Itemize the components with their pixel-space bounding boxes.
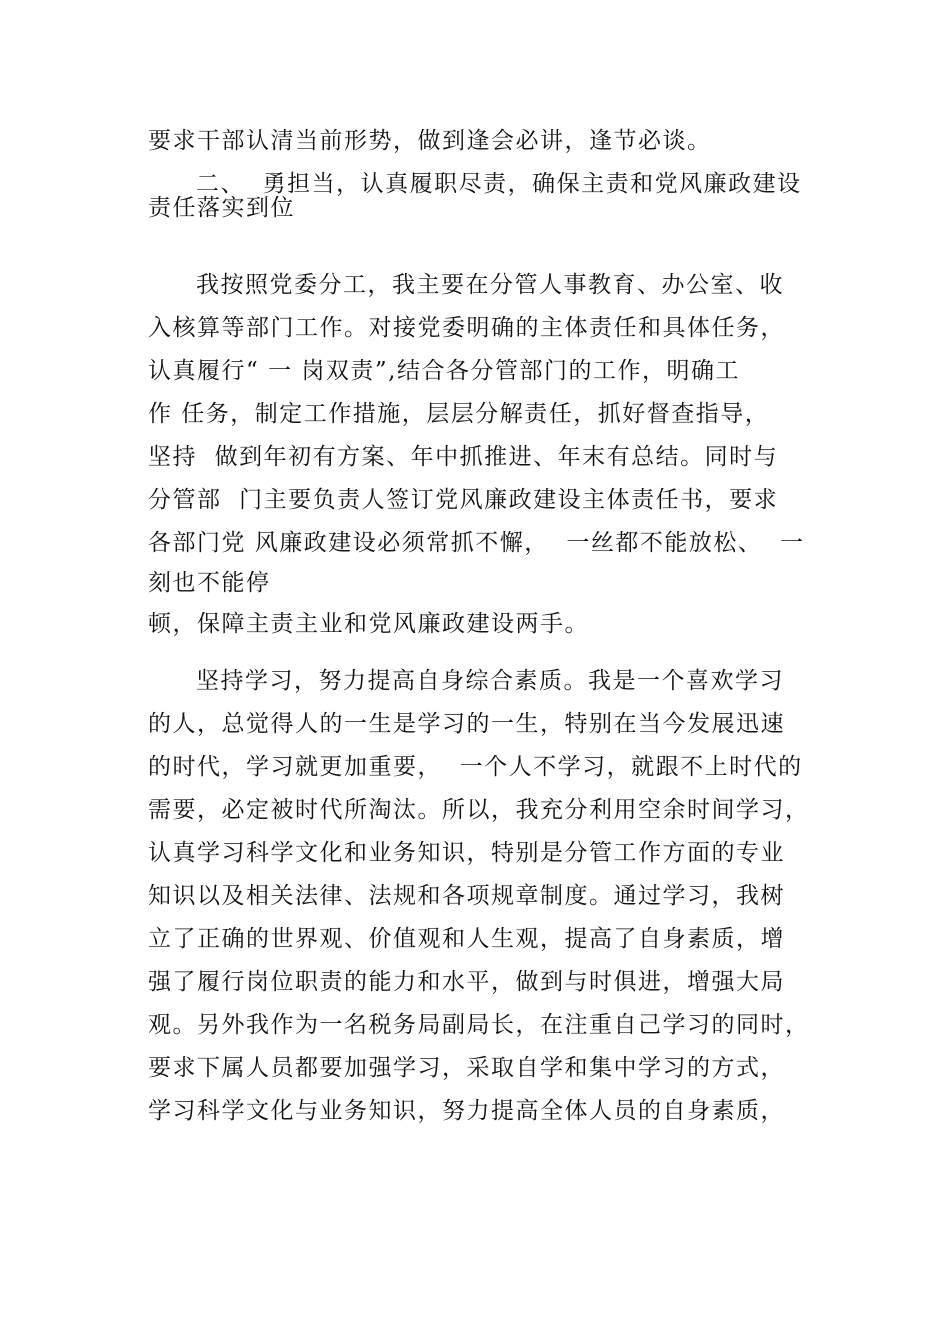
text-line: 需要，必定被时代所淘汰。所以，我充分利用空余时间学习， (148, 797, 810, 823)
text-line: 坚持 做到年初有方案、年中抓推进、年末有总结。同时与 (148, 444, 779, 470)
text-line: 的时代，学习就更加重要， 一个人不学习，就跟不上时代的 (148, 754, 803, 780)
text-line: 认真学习科学文化和业务知识，特别是分管工作方面的专业 (148, 840, 785, 866)
text-line: 各部门党 风廉政建设必须常抓不懈， 一丝都不能放松、 一 (148, 530, 805, 556)
text-line: 认真履行“ 一 岗双责”,结合各分管部门的工作，明确工 (148, 358, 740, 384)
text-line: 坚持学习，努力提高自身综合素质。我是一个喜欢学习 (196, 668, 784, 694)
text-line: 要求干部认清当前形势，做到逢会必讲，逢节必谈。 (148, 128, 712, 154)
text-line: 的人，总觉得人的一生是学习的一生，特别在当今发展迅速 (148, 711, 785, 737)
text-line: 观。另外我作为一名税务局副局长，在注重自己学习的同时， (148, 1012, 810, 1038)
section-heading-continuation: 责任落实到位 (148, 195, 295, 221)
text-line: 入核算等部门工作。对接党委明确的主体责任和具体任务， (148, 315, 785, 341)
text-line: 学习科学文化与业务知识，努力提高全体人员的自身素质， (148, 1098, 785, 1124)
section-heading: 二、 勇担当，认真履职尽责，确保主责和党风廉政建设 (196, 171, 802, 197)
text-line: 强了履行岗位职责的能力和水平，做到与时俱进，增强大局 (148, 969, 785, 995)
text-line: 分管部 门主要负责人签订党风廉政建设主体责任书，要求 (148, 487, 779, 513)
text-line: 立了正确的世界观、价值观和人生观，提高了自身素质，增 (148, 926, 785, 952)
text-line: 我按照党委分工，我主要在分管人事教育、办公室、收 (196, 272, 784, 298)
text-line: 刻也不能停 (148, 570, 271, 596)
text-line: 知识以及相关法律、法规和各项规章制度。通过学习，我树 (148, 883, 785, 909)
text-line: 顿，保障主责主业和党风廉政建设两手。 (148, 611, 589, 637)
text-line: 要求下属人员都要加强学习，采取自学和集中学习的方式， (148, 1055, 785, 1081)
text-line: 作 任务，制定工作措施，层层分解责任，抓好督查指导， (148, 401, 770, 427)
